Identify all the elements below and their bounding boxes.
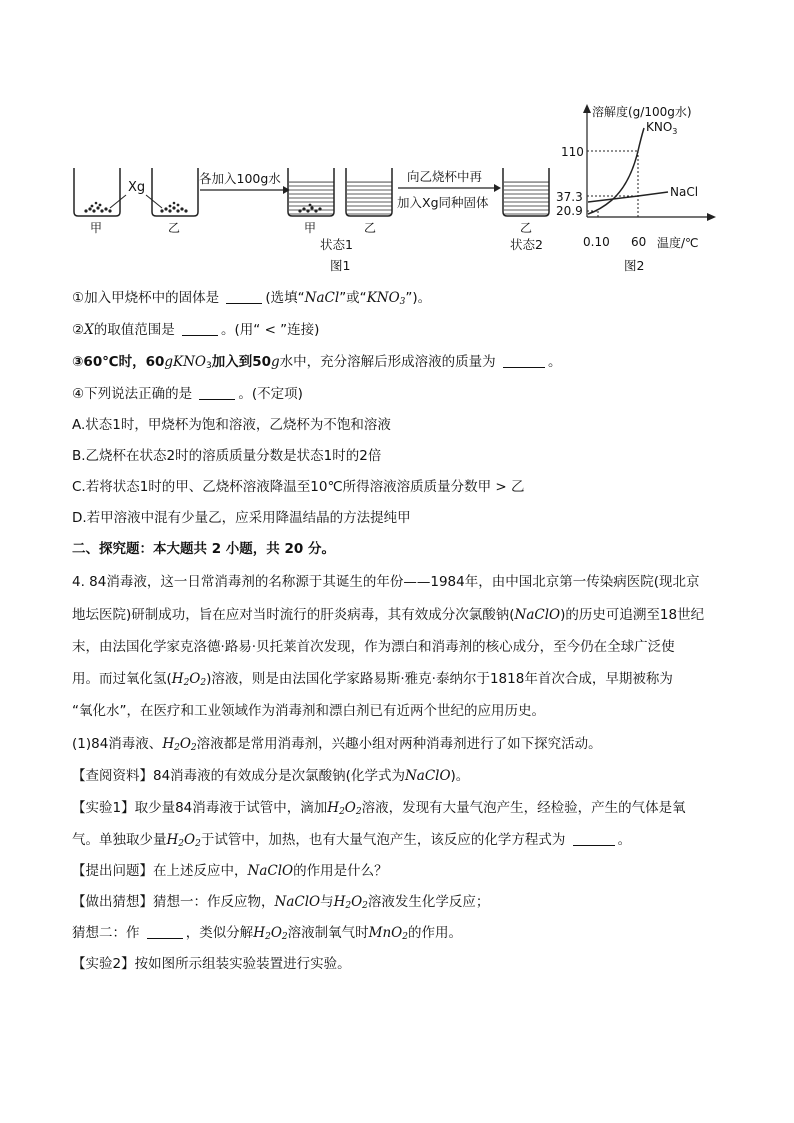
y-tick-20-9: 20.9 — [556, 204, 583, 218]
experiment-1-line-2: 气。单独取少量$H_2O_2$于试管中，加热，也有大量气泡产生，该反应的化学方程式为 。 — [72, 832, 632, 849]
state1-label: 状态1 — [320, 237, 353, 252]
beaker-jia-state1 — [288, 168, 334, 216]
figure1-caption: 图1 — [330, 258, 351, 273]
option-d: D.若甲溶液中混有少量乙，应采用降温结晶的方法提纯甲 — [72, 510, 411, 526]
figure1-beakers — [0, 0, 794, 290]
figure2-caption: 图2 — [624, 258, 645, 273]
question-2: ②X的取值范围是 。(用“ < ”连接) — [72, 322, 320, 338]
x-tick-0-10: 0.10 — [583, 235, 610, 249]
answer-blank-q2[interactable] — [182, 322, 218, 336]
state2-yi-label: 乙 — [520, 221, 533, 235]
sub-question-1: (1)84消毒液、$H_2O_2$溶液都是常用消毒剂，兴趣小组对两种消毒剂进行了如下探究活动。 — [72, 736, 602, 753]
y-axis-label: 溶解度(g/100g水) — [592, 105, 692, 119]
beaker-yi-initial — [152, 168, 198, 216]
beaker-jia-initial — [74, 168, 120, 216]
question-3: ③60℃时，60gKNO$_3$加入到50g水中，充分溶解后形成溶液的质量为 。 — [72, 354, 562, 371]
hypothesis-2: 猜想二：作 ，类似分解$H_2O_2$溶液制氧气时MnO$_2$的作用。 — [72, 925, 462, 942]
passage-line-3: 末，由法国化学家克洛德·路易·贝托莱首次发现，作为漂白和消毒剂的核心成分，至今仍在全球广泛使 — [72, 639, 675, 655]
answer-blank-hypothesis[interactable] — [147, 925, 183, 939]
answer-blank-q4[interactable] — [199, 386, 235, 400]
xg-leader-right — [146, 195, 162, 208]
xg-label: Xg — [128, 180, 146, 195]
raise-question: 【提出问题】在上述反应中，NaClO的作用是什么？ — [72, 863, 388, 879]
reference-info: 【查阅资料】84消毒液的有效成分是次氯酸钠(化学式为NaClO)。 — [72, 768, 470, 784]
figure2-chart — [556, 104, 716, 273]
state1-jia-label: 甲 — [304, 221, 317, 235]
state1-yi-label: 乙 — [364, 221, 377, 235]
answer-blank-equation[interactable] — [573, 832, 615, 846]
passage-line-2: 地坛医院)研制成功，旨在应对当时流行的肝炎病毒，其有效成分次氯酸钠(NaClO)的历史可追溯至18世纪 — [72, 607, 705, 623]
passage-line-1: 4. 84消毒液，这一日常消毒剂的名称源于其诞生的年份——1984年，由中国北京第一传染病医院(现北京 — [72, 574, 700, 590]
y-tick-110: 110 — [561, 145, 584, 159]
beaker-label-yi: 乙 — [168, 221, 181, 235]
x-axis-label: 温度/℃ — [657, 236, 699, 250]
beaker-yi-state2 — [503, 168, 549, 216]
y-tick-37-3: 37.3 — [556, 190, 583, 204]
beaker-label-jia: 甲 — [90, 221, 103, 235]
xg-leader-left — [110, 195, 126, 208]
section-heading: 二、探究题：本大题共 2 小题，共 20 分。 — [72, 541, 335, 557]
question-1: ①加入甲烧杯中的固体是 (选填“NaCl”或“$KNO_3$”)。 — [72, 290, 432, 307]
series-label-nacl: NaCl — [670, 185, 699, 199]
hypothesis-1: 【做出猜想】猜想一：作反应物，NaClO与$H_2O_2$溶液发生化学反应； — [72, 894, 490, 911]
x-tick-60: 60 — [631, 235, 647, 249]
option-b: B.乙烧杯在状态2时的溶质质量分数是状态1时的2倍 — [72, 448, 382, 464]
passage-line-5: “氧化水”，在医疗和工业领域作为消毒剂和漂白剂已有近两个世纪的应用历史。 — [72, 703, 545, 719]
answer-blank-q1[interactable] — [226, 290, 262, 304]
question-4: ④下列说法正确的是 。(不定项) — [72, 386, 303, 402]
experiment-2: 【实验2】按如图所示组装实验装置进行实验。 — [72, 956, 351, 972]
passage-line-4: 用。而过氧化氢$(H_2O_2)$溶液，则是由法国化学家路易斯·雅克·泰纳尔于1818年首次合成，早期被称为 — [72, 671, 673, 688]
option-a: A.状态1时，甲烧杯为饱和溶液，乙烧杯为不饱和溶液 — [72, 417, 391, 433]
state2-label: 状态2 — [510, 237, 543, 252]
arrow-2-label-line1: 向乙烧杯中再 — [407, 169, 483, 184]
arrow-2-label-line2: 加入Xg同种固体 — [397, 195, 489, 210]
nacl-line — [588, 192, 668, 202]
series-label-kno3: $KNO_3$ — [646, 120, 678, 136]
answer-blank-q3[interactable] — [503, 354, 545, 368]
option-c: C.若将状态1时的甲、乙烧杯溶液降温至10℃所得溶液溶质质量分数甲 > 乙 — [72, 479, 525, 495]
experiment-1-line-1: 【实验1】取少量84消毒液于试管中，滴加$H_2O_2$溶液，发现有大量气泡产生，经检验，产生的气体是氧 — [72, 800, 686, 817]
beaker-yi-state1 — [346, 168, 392, 216]
arrow-1-label: 各加入100g水 — [199, 171, 281, 186]
